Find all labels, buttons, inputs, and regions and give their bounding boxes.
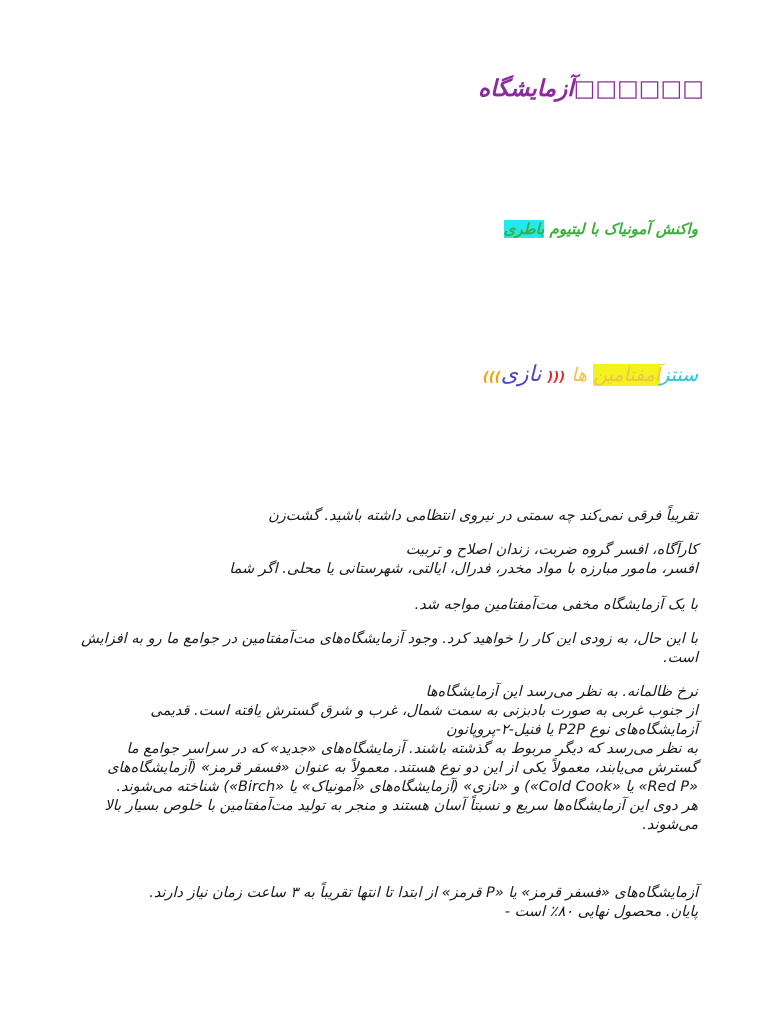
subtitle [504, 220, 698, 238]
subtitle-main: واکنش آمونیاک با لیتیوم [549, 220, 698, 238]
paragraph-5 [78, 683, 698, 835]
subtitle-highlight: باطری [503, 220, 545, 238]
paragraph-5-line-5: هر دوی این آزمایشگاه‌ها سریع و نسبتاً آسان هستند و منجر به تولید مت‌آمفتامین با خلوص بسیار بالا می‌شوند. [104, 798, 698, 833]
paragraph-5-line-3 [78, 721, 698, 740]
paragraph-2 [78, 541, 698, 579]
paragraph-6-line-2: پایان. محصول نهایی ۸۰٪ است - [504, 904, 698, 920]
p5-cook: Cook [575, 779, 612, 795]
p5-line4-b: ») و «نازی» (آزمایشگاه‌های «آمونیاک» یا « [275, 779, 539, 795]
heading-word-synthesis: سنتز [660, 364, 698, 386]
paragraph-5-line-4 [78, 740, 698, 797]
p5-line3-c: یا فنیل-۲-پروپانون [445, 722, 554, 738]
paragraph-1-line: تقریباً فرقی نمی‌کند چه سمتی در نیروی انتظامی داشته باشید. گشت‌زن [268, 508, 698, 524]
p5-line4-mid: » یا « [611, 779, 648, 795]
paragraph-3 [78, 596, 698, 615]
paragraph-5-line-2: از جنوب غربی به صورت بادبزنی به سمت شمال، غرب و شرق گسترش یافته است. قدیمی [150, 703, 698, 719]
p5-line4-c: ») شناخته می‌شوند. [116, 779, 239, 795]
heading-word-ha: ها [571, 364, 588, 386]
paragraph-1 [78, 507, 698, 526]
p5-line4-a: به نظر می‌رسد که دیگر مربوط به گذشته باشند. آزمایشگاه‌های «جدید» که در سراسر جوامع ما گسترش می‌یابند، معمولاً یکی از این دو نوع هستند. معمولاً به عنوان «فسفر قرمز» (آزمایشگاه‌های « [107, 741, 698, 795]
p5-birch: Birch [238, 779, 276, 795]
heading-word-nazi: نازی [500, 362, 542, 387]
title-missing-glyphs: □□□□□□ [573, 76, 704, 102]
paragraph-2-line-1: کارآگاه، افسر گروه ضربت، زندان اصلاح و تربیت [405, 542, 698, 558]
p5-red-p: Red P [647, 779, 690, 795]
heading-word-amphetamine: آمفتامین [593, 364, 661, 386]
paragraph-3-line: با یک آزمایشگاه مخفی مت‌آمفتامین مواجه شد. [414, 597, 698, 613]
p5-cold: Cold [538, 779, 572, 795]
paragraph-5-line-1: نرخ ظالمانه. به نظر می‌رسد این آزمایشگاه‌ها [425, 684, 698, 700]
paragraph-4 [78, 630, 698, 668]
heading-close-parens: ))) [482, 370, 501, 385]
heading-open-parens: ((( [547, 370, 566, 385]
section-heading [483, 362, 698, 387]
title-text: آزمایشگاه [478, 76, 574, 102]
page-title [478, 76, 704, 102]
paragraph-6 [78, 884, 698, 922]
paragraph-4-line: با این حال، به زودی این کار را خواهید کرد. وجود آزمایشگاه‌های مت‌آمفتامین در جوامع ما رو به افزایش است. [81, 631, 698, 666]
paragraph-2-line-2: افسر، مامور مبارزه با مواد مخدر، فدرال، ایالتی، شهرستانی یا محلی. اگر شما [229, 561, 698, 577]
p5-line3-a: آزمایشگاه‌های نوع [589, 722, 698, 738]
p5-p2p: P2P [558, 722, 585, 738]
paragraph-6-line-1: آزمایشگاه‌های «فسفر قرمز» یا «P قرمز» از ابتدا تا انتها تقریباً به ۳ ساعت زمان نیاز دارند. [149, 885, 698, 901]
